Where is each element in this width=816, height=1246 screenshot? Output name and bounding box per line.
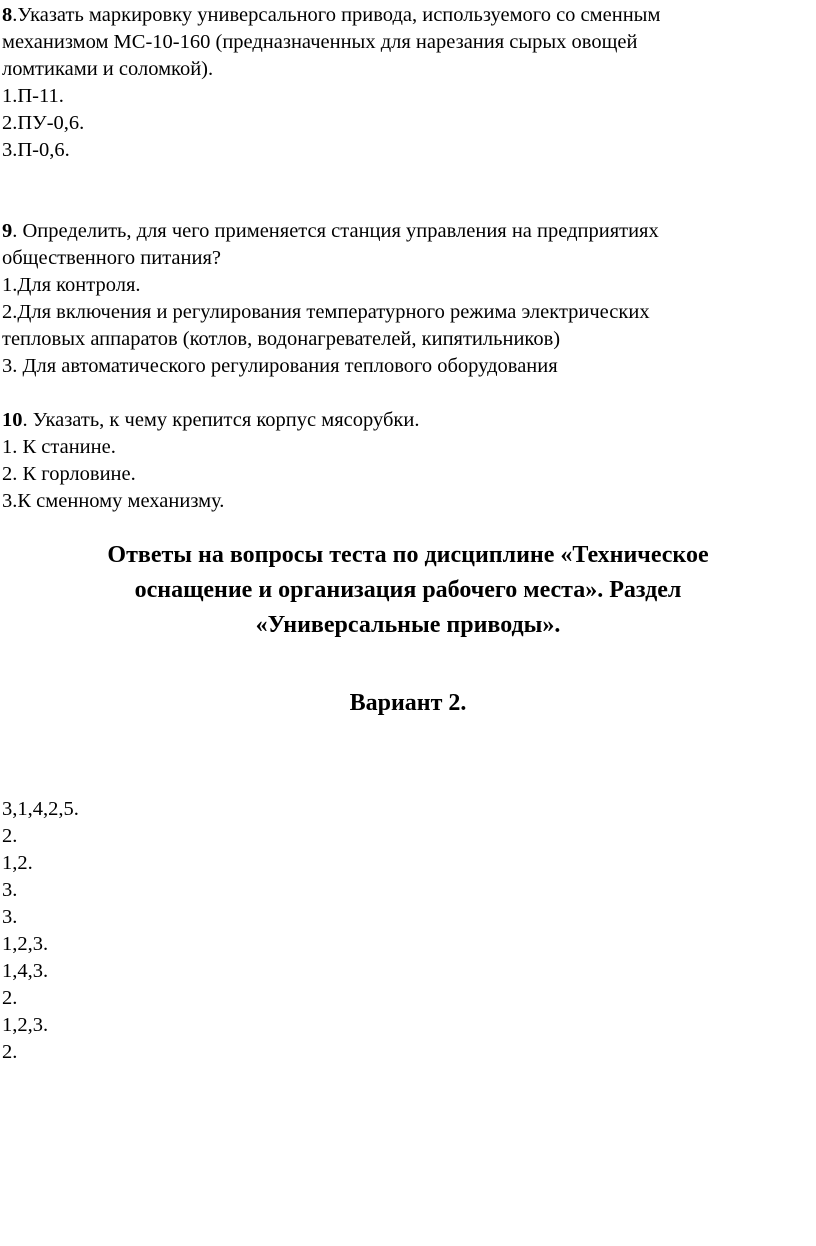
- answer-item: 3,1,4,2,5.: [2, 798, 79, 820]
- spacer: [2, 164, 802, 218]
- answer-option: тепловых аппаратов (котлов, водонагревателей, кипятильников): [2, 328, 561, 350]
- heading-line: оснащение и организация рабочего места». Раздел: [134, 577, 682, 603]
- answer-item: 1,4,3.: [2, 960, 49, 982]
- answer-item: 1,2.: [2, 852, 33, 874]
- variant-title: Вариант 2.: [349, 690, 467, 716]
- answer-item: 2.: [2, 1041, 18, 1063]
- question-text-line: [2, 218, 802, 245]
- answer-option: 2.ПУ-0,6.: [2, 112, 85, 134]
- question-text-line: ломтиками и соломкой).: [2, 58, 214, 80]
- answer-item: 1,2,3.: [2, 933, 49, 955]
- answer-option: 2.Для включения и регулирования температурного режима электрических: [2, 301, 650, 323]
- question-10: [2, 407, 802, 515]
- question-text-line: механизмом МС-10-160 (предназначенных для нарезания сырых овощей: [2, 31, 638, 53]
- question-number: 9: [2, 220, 13, 242]
- question-9: [2, 218, 802, 380]
- answer-item: 2.: [2, 987, 18, 1009]
- answer-item: 3.: [2, 906, 18, 928]
- question-text: . Определить, для чего применяется станция управления на предприятиях: [12, 220, 659, 242]
- heading-line: Ответы на вопросы теста по дисциплине «Техническое: [107, 542, 709, 568]
- answer-item: 1,2,3.: [2, 1014, 49, 1036]
- question-text-line: общественного питания?: [2, 247, 221, 269]
- answer-option: 2. К горловине.: [2, 463, 136, 485]
- answer-item: 2.: [2, 825, 18, 847]
- answer-option: 1.П-11.: [2, 85, 64, 107]
- question-number: 8: [2, 4, 13, 26]
- answer-option: 1.Для контроля.: [2, 274, 141, 296]
- question-8: [2, 2, 802, 164]
- heading-line: «Универсальные приводы».: [255, 612, 561, 638]
- answer-option: 3. Для автоматического регулирования теплового оборудования: [2, 355, 558, 377]
- question-text: .Указать маркировку универсального привода, используемого со сменным: [12, 4, 661, 26]
- answer-item: 3.: [2, 879, 18, 901]
- answer-option: 3.П-0,6.: [2, 139, 70, 161]
- questions-section: [2, 2, 802, 515]
- question-number: 10: [2, 409, 23, 431]
- answers-heading: [0, 538, 816, 643]
- answer-option: 3.К сменному механизму.: [2, 490, 225, 512]
- question-text-line: [2, 407, 802, 434]
- answers-list: [2, 796, 79, 1066]
- spacer: [2, 380, 802, 407]
- answer-option: 1. К станине.: [2, 436, 116, 458]
- question-text: . Указать, к чему крепится корпус мясорубки.: [22, 409, 420, 431]
- question-text-line: [2, 2, 802, 29]
